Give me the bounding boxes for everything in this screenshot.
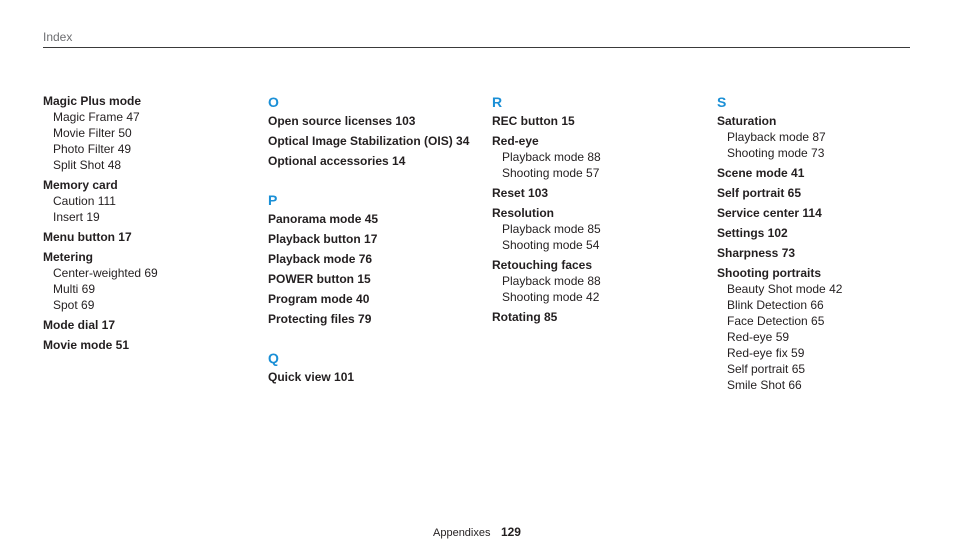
index-main-entry[interactable]: Shooting portraits bbox=[717, 266, 821, 280]
index-entry bbox=[43, 177, 258, 225]
index-main-entry[interactable]: Menu button 17 bbox=[43, 230, 132, 244]
index-entry bbox=[268, 211, 483, 227]
index-entry bbox=[268, 311, 483, 327]
index-entry bbox=[717, 245, 932, 261]
index-main-entry[interactable]: Playback button 17 bbox=[268, 232, 378, 246]
index-entry bbox=[268, 291, 483, 307]
index-sub-entry[interactable]: Movie Filter 50 bbox=[53, 126, 132, 140]
index-main-entry[interactable]: Memory card bbox=[43, 178, 118, 192]
index-main-entry[interactable]: Red-eye bbox=[492, 134, 539, 148]
index-sub-entry[interactable]: Playback mode 85 bbox=[502, 222, 601, 236]
index-entry bbox=[492, 205, 707, 253]
header-title: Index bbox=[43, 30, 73, 44]
index-main-entry[interactable]: Reset 103 bbox=[492, 186, 549, 200]
section-letter-r: R bbox=[492, 94, 503, 110]
page-header bbox=[43, 31, 910, 48]
index-sub-entry[interactable]: Playback mode 88 bbox=[502, 274, 601, 288]
index-main-entry[interactable]: Resolution bbox=[492, 206, 554, 220]
index-sub-entry[interactable]: Photo Filter 49 bbox=[53, 142, 132, 156]
index-main-entry[interactable]: Service center 114 bbox=[717, 206, 822, 220]
index-entry bbox=[43, 337, 258, 353]
index-sub-entry[interactable]: Face Detection 65 bbox=[727, 314, 825, 328]
index-main-entry[interactable]: Metering bbox=[43, 250, 94, 264]
index-sub-entry[interactable]: Caution 111 bbox=[53, 194, 116, 208]
page-footer bbox=[0, 523, 954, 541]
index-main-entry[interactable]: Sharpness 73 bbox=[717, 246, 796, 260]
index-entry bbox=[717, 185, 932, 201]
index-entry bbox=[43, 317, 258, 333]
index-sub-entry[interactable]: Beauty Shot mode 42 bbox=[727, 282, 843, 296]
index-sub-entry[interactable]: Split Shot 48 bbox=[53, 158, 122, 172]
index-column-m bbox=[43, 93, 258, 357]
index-main-entry[interactable]: Open source licenses 103 bbox=[268, 114, 416, 128]
index-entry bbox=[717, 165, 932, 181]
index-main-entry[interactable]: Scene mode 41 bbox=[717, 166, 805, 180]
index-entry bbox=[43, 93, 258, 173]
index-entry bbox=[492, 133, 707, 181]
index-main-entry[interactable]: Settings 102 bbox=[717, 226, 788, 240]
index-entry bbox=[717, 265, 932, 393]
index-main-entry[interactable]: Movie mode 51 bbox=[43, 338, 130, 352]
index-entry bbox=[492, 185, 707, 201]
index-main-entry[interactable]: REC button 15 bbox=[492, 114, 575, 128]
index-sub-entry[interactable]: Self portrait 65 bbox=[727, 362, 806, 376]
section-letter-s: S bbox=[717, 94, 727, 110]
footer-section-label: Appendixes bbox=[433, 527, 491, 539]
index-sub-entry[interactable]: Multi 69 bbox=[53, 282, 96, 296]
index-entry bbox=[268, 133, 483, 149]
index-entry bbox=[492, 257, 707, 305]
index-sub-entry[interactable]: Shooting mode 42 bbox=[502, 290, 600, 304]
index-main-entry[interactable]: Mode dial 17 bbox=[43, 318, 116, 332]
index-entry bbox=[268, 271, 483, 287]
index-main-entry[interactable]: Saturation bbox=[717, 114, 777, 128]
index-main-entry[interactable]: Optical Image Stabilization (OIS) 34 bbox=[268, 134, 470, 148]
index-sub-entry[interactable]: Blink Detection 66 bbox=[727, 298, 824, 312]
index-sub-entry[interactable]: Red-eye 59 bbox=[727, 330, 790, 344]
index-entry bbox=[268, 251, 483, 267]
index-entry bbox=[43, 249, 258, 313]
index-sub-entry[interactable]: Shooting mode 73 bbox=[727, 146, 825, 160]
index-main-entry[interactable]: Self portrait 65 bbox=[717, 186, 802, 200]
index-entry bbox=[268, 153, 483, 169]
index-column-opq bbox=[268, 93, 483, 389]
index-main-entry[interactable]: Panorama mode 45 bbox=[268, 212, 379, 226]
index-entry bbox=[492, 309, 707, 325]
section-letter-p: P bbox=[268, 192, 278, 208]
index-entry bbox=[717, 225, 932, 241]
index-column-s bbox=[717, 93, 932, 397]
index-main-entry[interactable]: Magic Plus mode bbox=[43, 94, 142, 108]
index-main-entry[interactable]: Rotating 85 bbox=[492, 310, 558, 324]
index-entry bbox=[268, 369, 483, 385]
index-sub-entry[interactable]: Center-weighted 69 bbox=[53, 266, 158, 280]
index-entry bbox=[492, 113, 707, 129]
index-entry bbox=[268, 231, 483, 247]
index-main-entry[interactable]: Optional accessories 14 bbox=[268, 154, 406, 168]
index-main-entry[interactable]: Playback mode 76 bbox=[268, 252, 373, 266]
index-main-entry[interactable]: Retouching faces bbox=[492, 258, 593, 272]
index-column-r bbox=[492, 93, 707, 329]
index-sub-entry[interactable]: Red-eye fix 59 bbox=[727, 346, 805, 360]
index-main-entry[interactable]: Protecting files 79 bbox=[268, 312, 372, 326]
index-sub-entry[interactable]: Shooting mode 57 bbox=[502, 166, 600, 180]
section-letter-q: Q bbox=[268, 350, 279, 366]
page-number: 129 bbox=[500, 525, 521, 539]
index-main-entry[interactable]: Quick view 101 bbox=[268, 370, 355, 384]
index-entry bbox=[717, 205, 932, 221]
index-entry bbox=[717, 113, 932, 161]
index-sub-entry[interactable]: Spot 69 bbox=[53, 298, 95, 312]
index-entry bbox=[43, 229, 258, 245]
index-sub-entry[interactable]: Playback mode 87 bbox=[727, 130, 826, 144]
index-sub-entry[interactable]: Playback mode 88 bbox=[502, 150, 601, 164]
index-entry bbox=[268, 113, 483, 129]
index-sub-entry[interactable]: Smile Shot 66 bbox=[727, 378, 802, 392]
index-sub-entry[interactable]: Magic Frame 47 bbox=[53, 110, 140, 124]
section-letter-o: O bbox=[268, 94, 279, 110]
index-sub-entry[interactable]: Shooting mode 54 bbox=[502, 238, 600, 252]
index-main-entry[interactable]: POWER button 15 bbox=[268, 272, 371, 286]
index-main-entry[interactable]: Program mode 40 bbox=[268, 292, 370, 306]
index-sub-entry[interactable]: Insert 19 bbox=[53, 210, 100, 224]
